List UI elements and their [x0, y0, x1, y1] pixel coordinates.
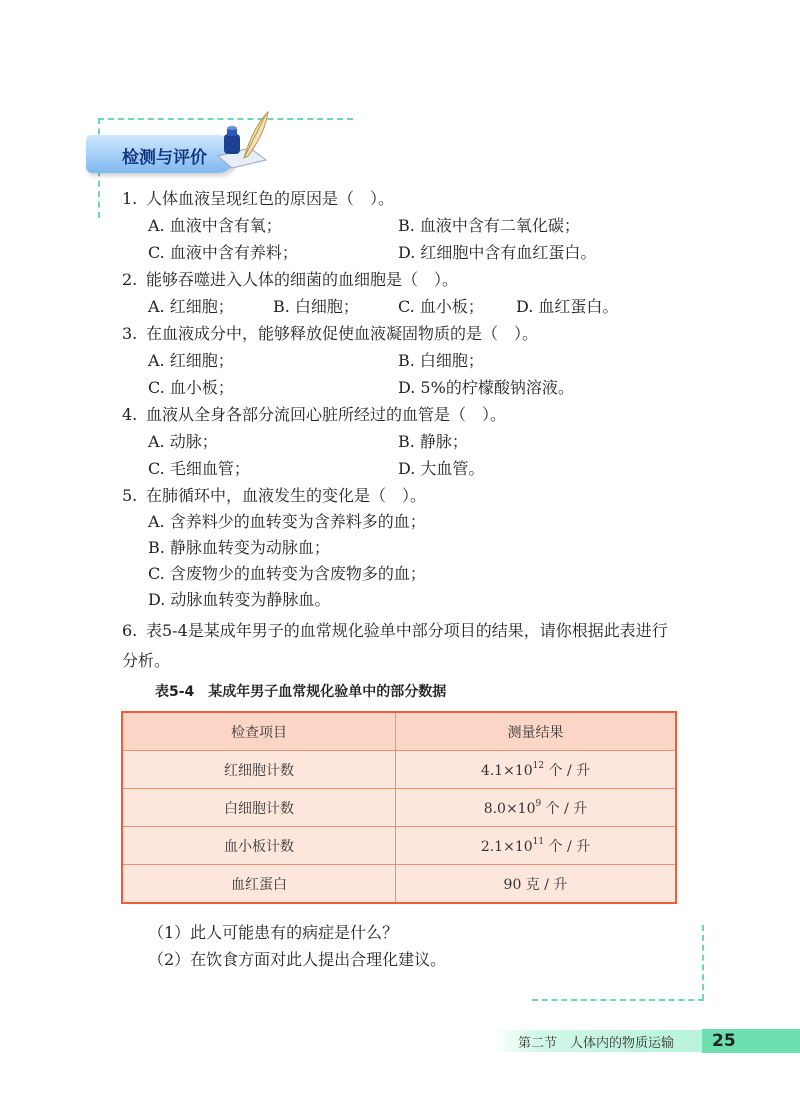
q2-option-a: A. 红细胞；	[148, 297, 234, 316]
question-number: 2.	[122, 270, 138, 289]
q1-option-c: C. 血液中含有养料；	[148, 243, 298, 262]
result-base: 4.1×10	[480, 762, 533, 779]
question-5	[122, 484, 426, 508]
q3-option-c: C. 血小板；	[148, 378, 234, 397]
frame-right-border	[702, 925, 704, 1000]
question-text: 人体血液呈现红色的原因是（ ）。	[146, 189, 395, 208]
table-cell-item: 血红蛋白	[122, 865, 396, 904]
result-exponent: 9	[535, 798, 542, 809]
q2-option-b: B. 白细胞；	[273, 297, 359, 316]
table-cell-item: 红细胞计数	[122, 751, 396, 789]
table-header-result: 测量结果	[396, 712, 677, 751]
q2-option-c: C. 血小板；	[398, 297, 484, 316]
q3-option-a: A. 红细胞；	[148, 351, 234, 370]
table-cell-item: 血小板计数	[122, 827, 396, 865]
question-number: 3.	[122, 324, 138, 343]
table-row	[122, 827, 676, 865]
q3-option-d: D. 5%的柠檬酸钠溶液。	[398, 378, 574, 397]
q4-option-a: A. 动脉；	[148, 432, 218, 451]
question-3	[122, 322, 538, 346]
q5-option-d: D. 动脉血转变为静脉血。	[148, 590, 331, 609]
q5-option-b: B. 静脉血转变为动脉血；	[148, 538, 330, 557]
table-cell-result	[396, 751, 677, 789]
table-row	[122, 789, 676, 827]
question-number: 5.	[122, 486, 138, 505]
inkwell-quill-icon	[210, 108, 272, 170]
question-number: 4.	[122, 405, 138, 424]
q4-option-d: D. 大血管。	[398, 459, 485, 478]
table-row	[122, 751, 676, 789]
page-number: 25	[702, 1029, 800, 1053]
result-exponent: 11	[532, 836, 545, 847]
question-text: 表5-4是某成年男子的血常规化验单中部分项目的结果，请你根据此表进行分析。	[122, 621, 668, 670]
q3-option-b: B. 白细胞；	[398, 351, 484, 370]
question-2	[122, 268, 458, 292]
result-exponent: 12	[532, 760, 545, 771]
result-base: 90 克 / 升	[503, 876, 568, 893]
question-number: 6.	[122, 621, 138, 640]
table-cell-result	[396, 865, 677, 904]
table-header-row	[122, 712, 676, 751]
question-text: 在肺循环中，血液发生的变化是（ ）。	[146, 486, 427, 505]
question-number: 1.	[122, 189, 138, 208]
subquestion-1: （1）此人可能患有的病症是什么？	[148, 923, 399, 942]
blood-test-table	[121, 711, 677, 904]
table-cell-item: 白细胞计数	[122, 789, 396, 827]
table-row	[122, 865, 676, 904]
result-unit: 个 / 升	[541, 800, 588, 817]
q5-option-a: A. 含养料少的血转变为含养料多的血；	[148, 512, 426, 531]
q1-option-a: A. 血液中含有氧；	[148, 216, 282, 235]
q4-option-b: B. 静脉；	[398, 432, 468, 451]
question-6	[122, 616, 682, 676]
table-cell-result	[396, 789, 677, 827]
question-text: 血液从全身各部分流回心脏所经过的血管是（ ）。	[146, 405, 507, 424]
q1-option-d: D. 红细胞中含有血红蛋白。	[398, 243, 597, 262]
question-4	[122, 403, 506, 427]
result-unit: 个 / 升	[544, 762, 591, 779]
table-caption: 表5-4 某成年男子血常规化验单中的部分数据	[155, 684, 447, 700]
result-unit: 个 / 升	[544, 838, 591, 855]
table-header-item: 检查项目	[122, 712, 396, 751]
question-text: 在血液成分中，能够释放促使血液凝固物质的是（ ）。	[146, 324, 539, 343]
frame-bottom-border	[532, 999, 704, 1001]
section-title: 检测与评价	[122, 148, 207, 168]
q5-option-c: C. 含废物少的血转变为含废物多的血；	[148, 564, 426, 583]
question-text: 能够吞噬进入人体的细菌的血细胞是（ ）。	[146, 270, 459, 289]
table-cell-result	[396, 827, 677, 865]
result-base: 8.0×10	[483, 800, 536, 817]
q1-option-b: B. 血液中含有二氧化碳；	[398, 216, 580, 235]
question-1	[122, 187, 394, 211]
q4-option-c: C. 毛细血管；	[148, 459, 250, 478]
subquestion-2: （2）在饮食方面对此人提出合理化建议。	[148, 950, 447, 969]
footer-section-title: 第二节 人体内的物质运输	[518, 1036, 675, 1051]
result-base: 2.1×10	[480, 838, 533, 855]
q2-option-d: D. 血红蛋白。	[516, 297, 619, 316]
